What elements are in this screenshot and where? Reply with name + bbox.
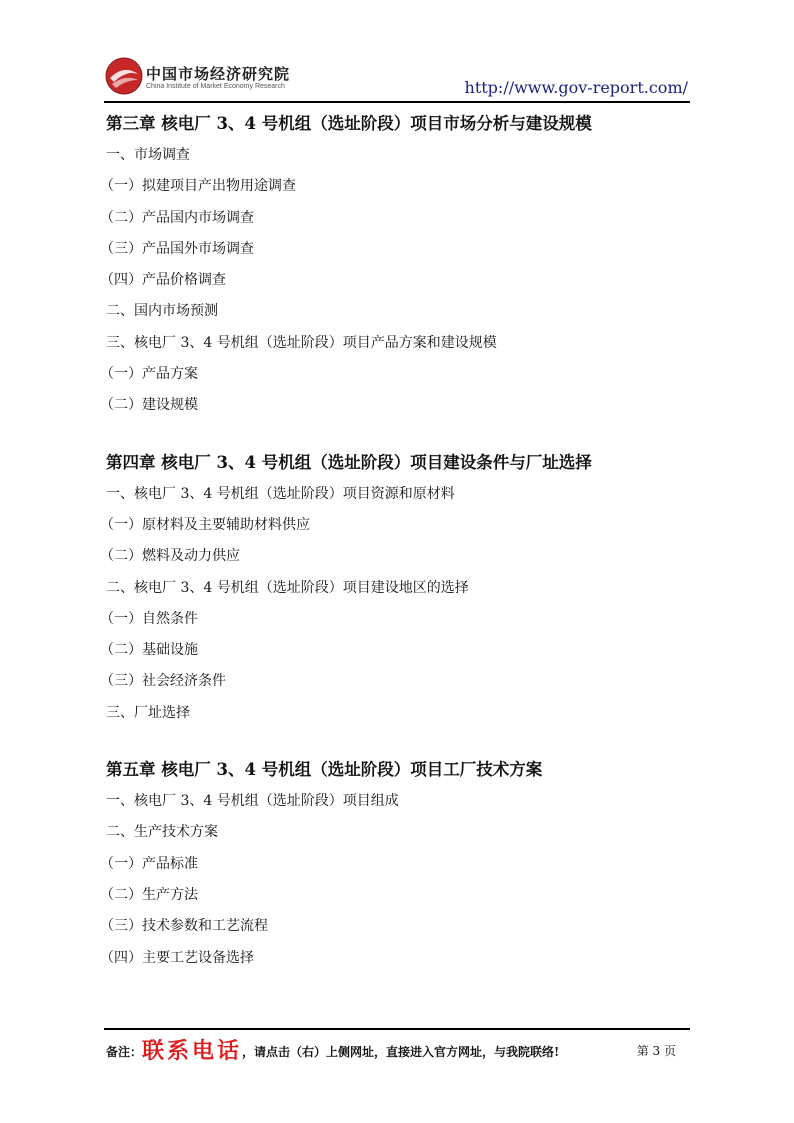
toc-item: 三、厂址选择 <box>106 704 190 721</box>
toc-item: （三）社会经济条件 <box>100 673 226 690</box>
toc-item: 一、市场调查 <box>106 147 190 163</box>
toc-item: 二、国内市场预测 <box>106 303 218 320</box>
footer-divider <box>104 1028 690 1030</box>
website-link[interactable]: http://www.gov-report.com/ <box>464 78 688 97</box>
toc-item: （二）燃料及动力供应 <box>100 548 240 565</box>
toc-item: （一）拟建项目产出物用途调查 <box>100 178 296 195</box>
toc-item: 一、核电厂 3、4 号机组（选址阶段）项目组成 <box>106 793 399 810</box>
toc-item: （三）技术参数和工艺流程 <box>100 918 268 935</box>
footer-label: 备注： <box>106 1045 143 1059</box>
toc-item: （三）产品国外市场调查 <box>100 240 254 257</box>
toc-item: （二）基础设施 <box>100 642 198 659</box>
toc-item: 二、生产技术方案 <box>106 824 218 841</box>
header-divider <box>104 101 690 103</box>
toc-item: （二）建设规模 <box>100 397 198 414</box>
institute-name: 中国市场经济研究院 <box>146 65 291 83</box>
toc-item: （一）原材料及主要辅助材料供应 <box>100 516 310 533</box>
footer-note: ，请点击（右）上侧网址，直接进入官方网址，与我院联络! <box>242 1045 560 1059</box>
page-number: 第 3 页 <box>636 1044 676 1058</box>
chapter-title: 第四章 核电厂 3、4 号机组（选址阶段）项目建设条件与厂址选择 <box>106 452 592 472</box>
toc-item: （一）自然条件 <box>100 610 198 627</box>
toc-item: （二）生产方法 <box>100 886 198 903</box>
section-gap <box>106 729 696 754</box>
page-header <box>0 0 794 110</box>
institute-name-english: China Institute of Market Economy Research <box>146 83 285 90</box>
contact-phone-link[interactable]: 联系电话 <box>142 1038 243 1064</box>
institute-logo-icon <box>104 56 144 96</box>
section-gap <box>106 422 696 447</box>
toc-item: 二、核电厂 3、4 号机组（选址阶段）项目建设地区的选择 <box>106 579 469 596</box>
toc-item: （二）产品国内市场调查 <box>100 209 254 226</box>
toc-item: （一）产品方案 <box>100 366 198 383</box>
toc-item: （四）主要工艺设备选择 <box>100 949 254 966</box>
toc-item: （一）产品标准 <box>100 855 198 872</box>
page-footer <box>106 1036 686 1066</box>
toc-item: 三、核电厂 3、4 号机组（选址阶段）项目产品方案和建设规模 <box>106 334 497 351</box>
chapter-title: 第五章 核电厂 3、4 号机组（选址阶段）项目工厂技术方案 <box>106 760 543 780</box>
toc-item: （四）产品价格调查 <box>100 272 226 289</box>
table-of-contents <box>100 108 696 974</box>
chapter-title: 第三章 核电厂 3、4 号机组（选址阶段）项目市场分析与建设规模 <box>106 114 592 133</box>
toc-item: 一、核电厂 3、4 号机组（选址阶段）项目资源和原材料 <box>106 485 455 502</box>
